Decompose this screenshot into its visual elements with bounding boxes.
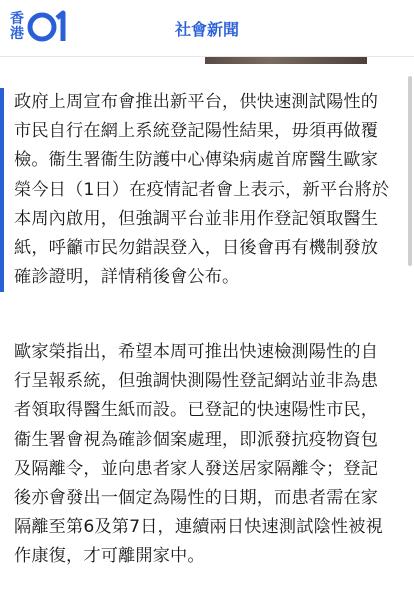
article-photo-bottom-edge (205, 56, 367, 64)
lead-paragraph (14, 88, 396, 292)
body-line: 行呈報系統，但強調快測陽性登記網站並非為患 (14, 371, 379, 392)
top-nav-bar (0, 0, 414, 57)
body-paragraph (14, 338, 400, 572)
lead-line: 榮今日（1日）在疫情記者會上表示，新平台將於 (14, 179, 390, 200)
lead-line: 本周內啟用，但強調平台並非用作登記領取醫生 (14, 208, 379, 229)
body-line: 者領取得醫生紙而設。已登記的快速陽性市民， (14, 400, 379, 421)
lead-line: 紙，呼籲市民勿錯誤登入，日後會再有機制發放 (14, 237, 379, 258)
section-title[interactable]: 社會新聞 (174, 20, 239, 39)
body-line: 隔離至第6及第7日，連續兩日快速測試陰性被視 (14, 517, 383, 538)
logo-mark-text: 01 (27, 10, 29, 11)
lead-line: 市民自行在網上系統登記陽性結果，毋須再做覆 (14, 121, 379, 142)
lead-line: 確診證明，詳情稍後會公布。 (14, 267, 240, 288)
body-line: 作康復，才可離開家中。 (14, 546, 205, 567)
body-line: 衞生署會視為確診個案處理，即派發抗疫物資包 (14, 429, 379, 450)
lead-line: 政府上周宣布會推出新平台，供快速測試陽性的 (14, 92, 379, 112)
lead-line: 檢。衞生署衞生防護中心傳染病處首席醫生歐家 (14, 150, 379, 171)
logo-char-2: 港 (10, 26, 24, 42)
body-line: 歐家榮指出，希望本周可推出快速檢測陽性的自 (14, 342, 379, 362)
article-lead-blockquote (0, 88, 400, 292)
logo-char-1: 香 (10, 11, 24, 27)
body-line: 及隔離令，並向患者家人發送居家隔離令；登記 (14, 458, 379, 479)
article-body (14, 338, 400, 572)
scrollbar[interactable] (408, 76, 412, 266)
body-line: 後亦會發出一個定為陽性的日期，而患者需在家 (14, 487, 379, 508)
